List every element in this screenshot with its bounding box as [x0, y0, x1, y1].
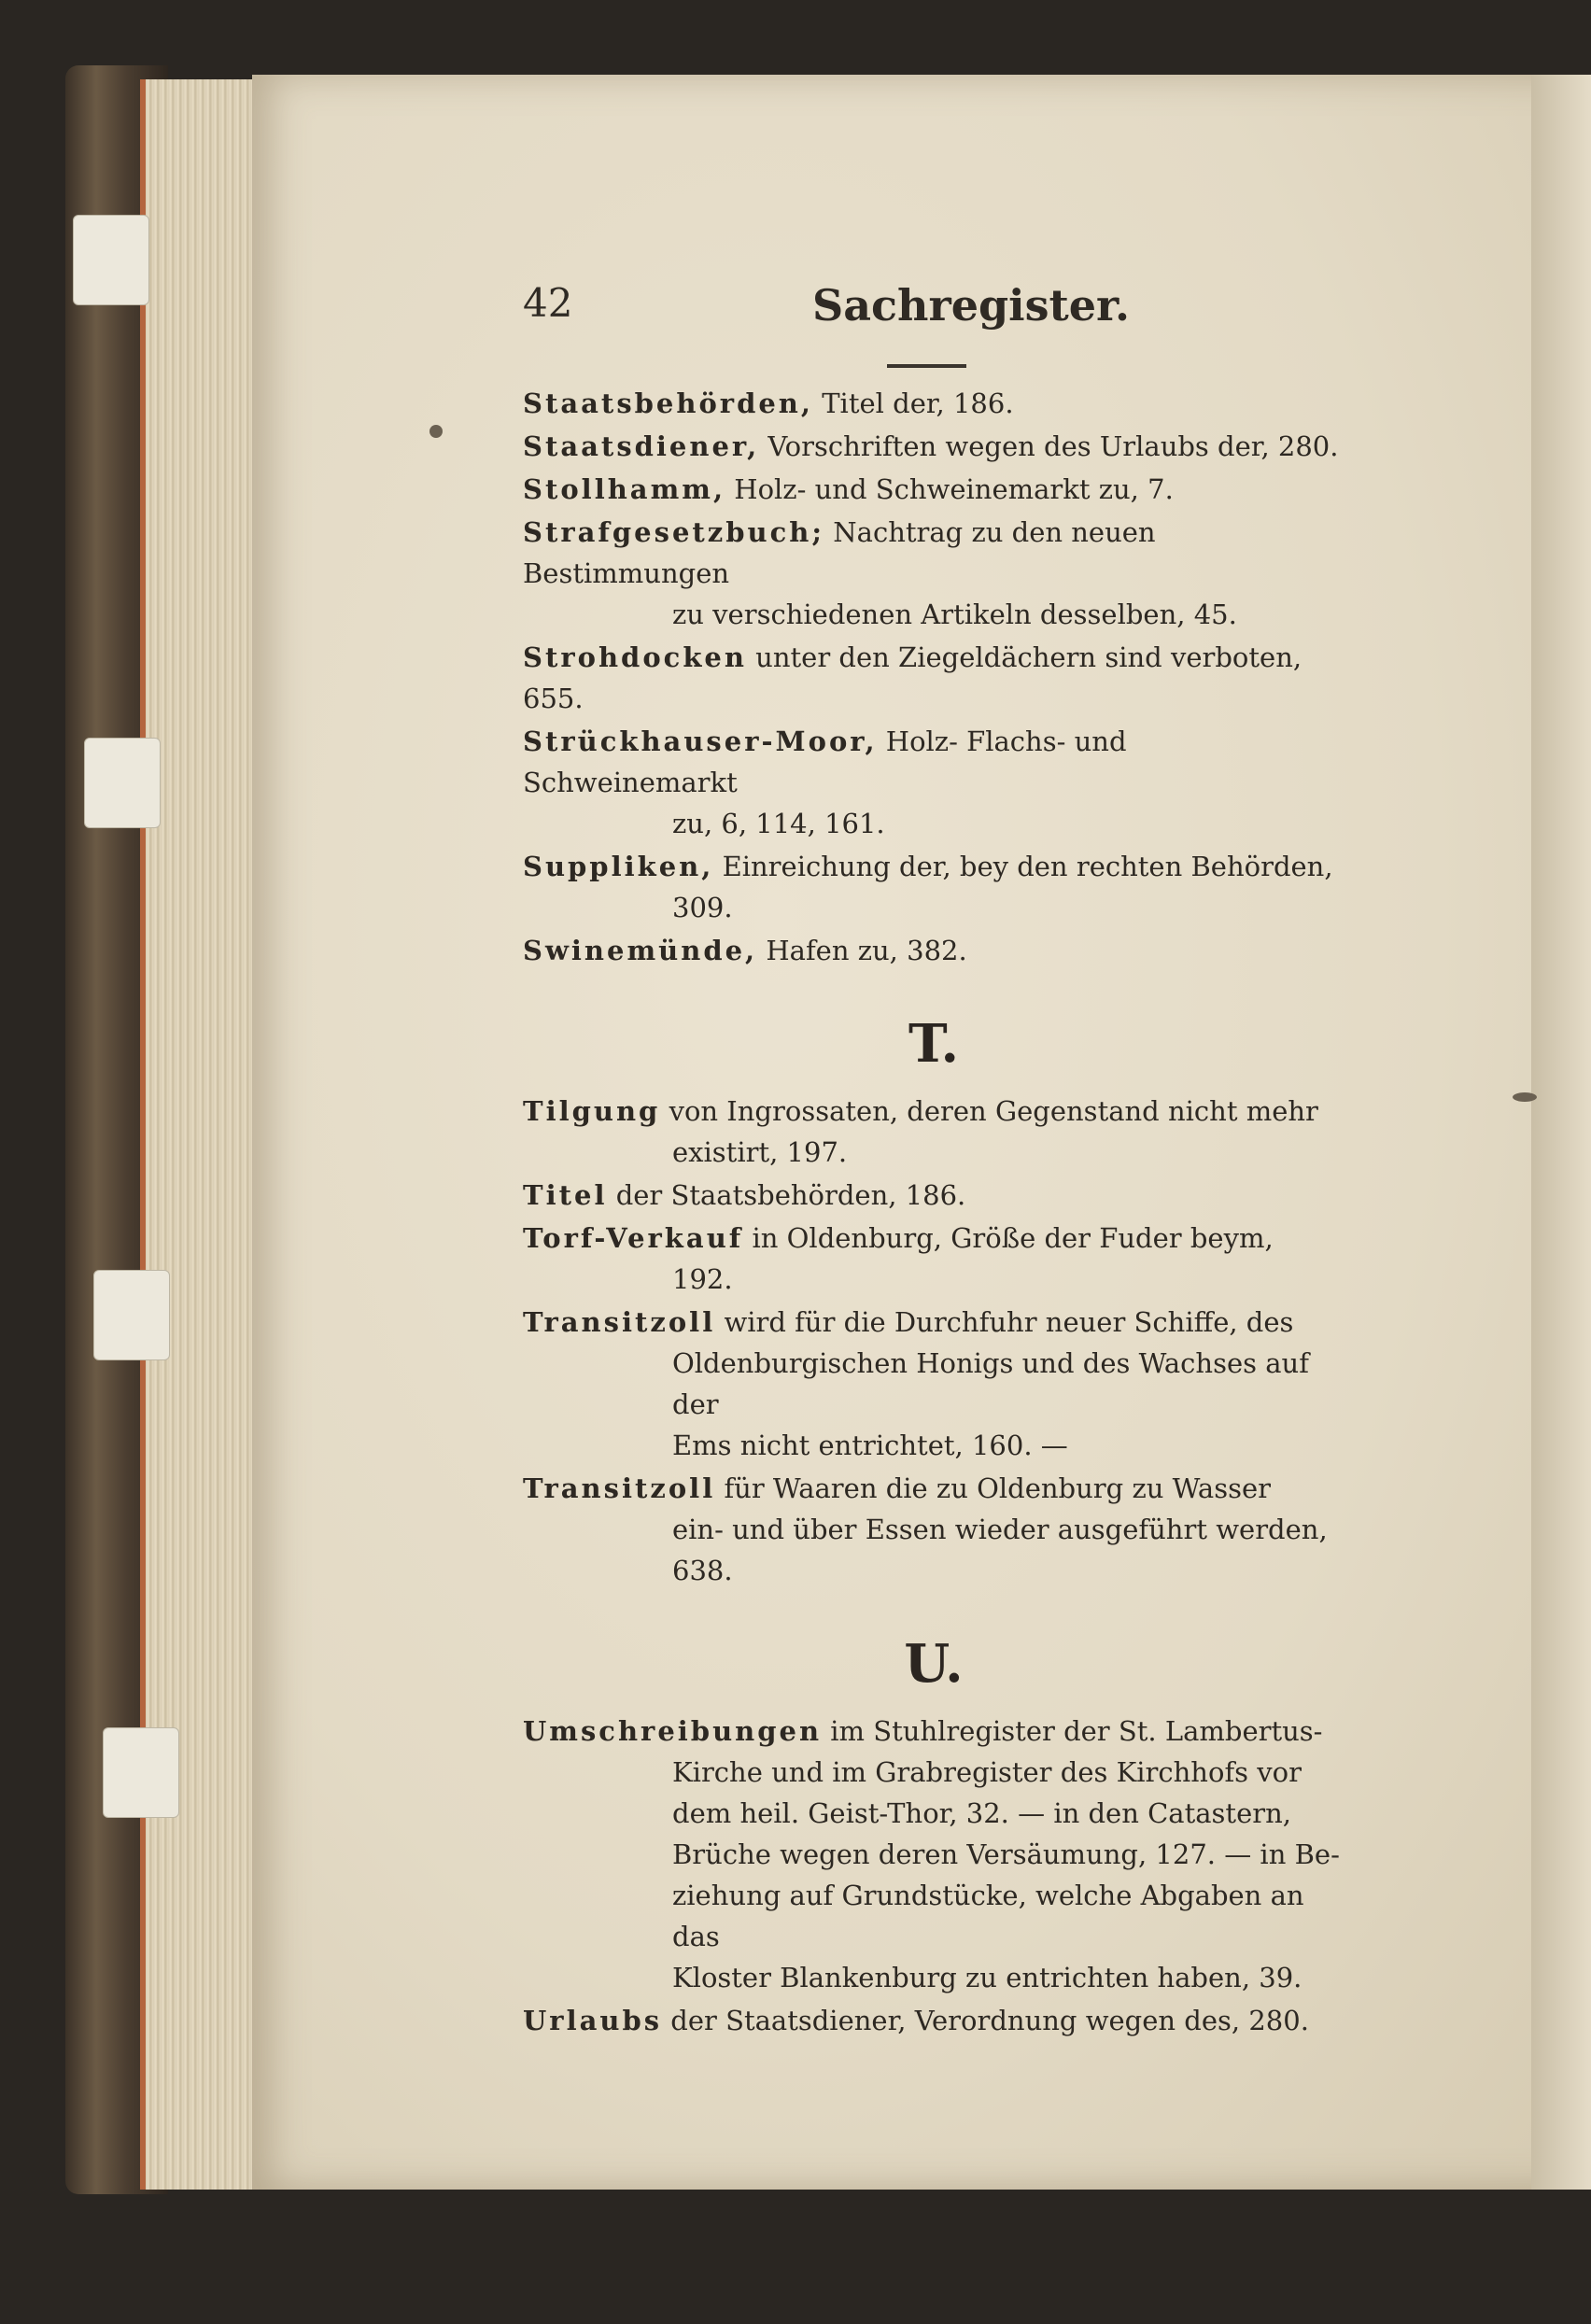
- index-entry: [523, 1218, 1345, 1300]
- section-letter-u: U.: [904, 1633, 964, 1695]
- entry-continuation: 192.: [672, 1263, 733, 1295]
- entry-text: im Stuhlregister der St. Lambertus-: [830, 1715, 1323, 1747]
- entry-text: für Waaren die zu Oldenburg zu Wasser: [724, 1472, 1271, 1504]
- entry-headword: Transitzoll: [523, 1472, 716, 1504]
- entry-text: Nachtrag zu den neuen Bestimmungen: [523, 516, 1156, 589]
- facing-page-edge: [1531, 75, 1591, 2190]
- entry-continuation: zu verschiedenen Artikeln desselben, 45.: [672, 599, 1237, 630]
- entry-headword: Suppliken,: [523, 851, 714, 882]
- paper-tab: [84, 738, 161, 828]
- entry-headword: Strafgesetzbuch;: [523, 516, 825, 548]
- entry-continuation: Brüche wegen deren Versäumung, 127. — in Be-: [672, 1838, 1340, 1870]
- entry-continuation: dem heil. Geist-Thor, 32. — in den Catastern,: [672, 1797, 1291, 1829]
- entry-text: von Ingrossaten, deren Gegenstand nicht mehr: [669, 1095, 1318, 1127]
- entry-headword: Torf-Verkauf: [523, 1222, 744, 1254]
- entry-continuation: existirt, 197.: [672, 1136, 848, 1168]
- entry-headword: Titel: [523, 1179, 608, 1211]
- index-entry: [523, 1711, 1345, 1998]
- index-entry: [523, 426, 1345, 467]
- header-rule: [887, 364, 966, 368]
- entry-continuation: 638.: [672, 1555, 733, 1586]
- index-entries: [523, 383, 1345, 2043]
- entry-continuation: ziehung auf Grundstücke, welche Abgaben an das: [672, 1880, 1304, 1952]
- entry-text: der Staatsdiener, Verordnung wegen des, 280.: [670, 2005, 1309, 2036]
- index-entry: [523, 1302, 1345, 1466]
- index-entry: [523, 721, 1345, 844]
- page-header: [523, 280, 1345, 345]
- entry-continuation: Oldenburgischen Honigs und des Wachses auf der: [672, 1347, 1309, 1420]
- entry-text: wird für die Durchfuhr neuer Schiffe, des: [724, 1306, 1294, 1338]
- index-entry: [523, 637, 1345, 719]
- entry-headword: Transitzoll: [523, 1306, 716, 1338]
- entry-continuation: ein- und über Essen wieder ausgeführt werden,: [672, 1514, 1328, 1545]
- index-entry: [523, 1175, 1345, 1216]
- paper-tab: [73, 215, 149, 305]
- entry-headword: Strückhauser-Moor,: [523, 725, 878, 757]
- paper-fleck: [1513, 1092, 1537, 1102]
- entry-continuation: Kloster Blankenburg zu entrichten haben, 39.: [672, 1962, 1302, 1993]
- entry-headword: Stollhamm,: [523, 473, 726, 505]
- paper-tab: [103, 1727, 179, 1818]
- page-number: 42: [523, 280, 573, 326]
- section-letter-t: T.: [908, 1013, 959, 1075]
- entry-text: unter den Ziegeldächern sind verboten, 655.: [523, 641, 1302, 714]
- paper-tab: [93, 1270, 170, 1360]
- entry-headword: Urlaubs: [523, 2005, 663, 2036]
- index-entry: [523, 1468, 1345, 1591]
- entry-continuation: zu, 6, 114, 161.: [672, 808, 885, 839]
- index-entry: [523, 512, 1345, 635]
- entry-text: Einreichung der, bey den rechten Behörden,: [722, 851, 1333, 882]
- entry-continuation: Kirche und im Grabregister des Kirchhofs vor: [672, 1756, 1302, 1788]
- entry-headword: Swinemünde,: [523, 935, 758, 966]
- running-title: Sachregister.: [812, 280, 1131, 331]
- index-entry: [523, 383, 1345, 424]
- entry-headword: Umschreibungen: [523, 1715, 823, 1747]
- index-entry: [523, 930, 1345, 971]
- entry-text: Holz- und Schweinemarkt zu, 7.: [734, 473, 1174, 505]
- entry-text: Hafen zu, 382.: [766, 935, 967, 966]
- entry-headword: Strohdocken: [523, 641, 747, 673]
- entry-text: in Oldenburg, Größe der Fuder beym,: [752, 1222, 1274, 1254]
- index-entry: [523, 2000, 1345, 2041]
- entry-text: Holz- Flachs- und Schweinemarkt: [523, 725, 1127, 798]
- entry-headword: Staatsdiener,: [523, 430, 760, 462]
- entry-continuation: Ems nicht entrichtet, 160. —: [672, 1430, 1068, 1461]
- entry-headword: Tilgung: [523, 1095, 661, 1127]
- entry-headword: Staatsbehörden,: [523, 387, 813, 419]
- paper-fleck: [429, 425, 443, 438]
- entry-text: der Staatsbehörden, 186.: [615, 1179, 966, 1211]
- entry-text: Titel der, 186.: [822, 387, 1014, 419]
- index-entry: [523, 1091, 1345, 1173]
- entry-text: Vorschriften wegen des Urlaubs der, 280.: [767, 430, 1339, 462]
- index-entry: [523, 846, 1345, 928]
- index-entry: [523, 469, 1345, 510]
- entry-continuation: 309.: [672, 892, 733, 923]
